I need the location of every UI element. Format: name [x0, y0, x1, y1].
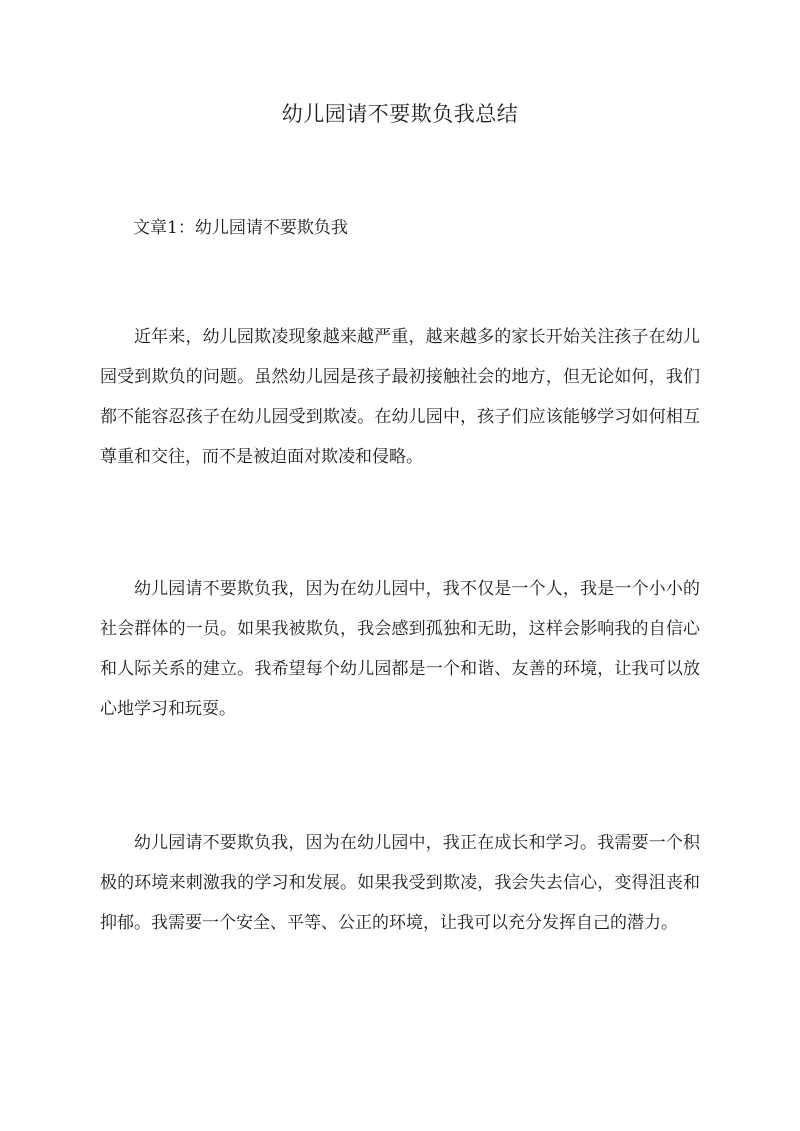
- paragraph-3: 幼儿园请不要欺负我，因为在幼儿园中，我正在成长和学习。我需要一个积极的环境来刺激我的学习和发展。如果我受到欺凌，我会失去信心，变得沮丧和抑郁。我需要一个安全、平等、公正的环境，让我可以充分发挥自己的潜力。: [100, 833, 700, 933]
- document-title: 幼儿园请不要欺负我总结: [281, 102, 519, 126]
- paragraph-1: 近年来，幼儿园欺凌现象越来越严重，越来越多的家长开始关注孩子在幼儿园受到欺负的问题。虽然幼儿园是孩子最初接触社会的地方，但无论如何，我们都不能容忍孩子在幼儿园受到欺凌。在幼儿园中，孩子们应该能够学习如何相互尊重和交往，而不是被迫面对欺凌和侵略。: [100, 327, 700, 467]
- article-heading: 文章1：幼儿园请不要欺负我: [133, 218, 348, 238]
- paragraph-2: 幼儿园请不要欺负我，因为在幼儿园中，我不仅是一个人，我是一个小小的社会群体的一员。如果我被欺负，我会感到孤独和无助，这样会影响我的自信心和人际关系的建立。我希望每个幼儿园都是一个和谐、友善的环境，让我可以放心地学习和玩耍。: [100, 579, 700, 719]
